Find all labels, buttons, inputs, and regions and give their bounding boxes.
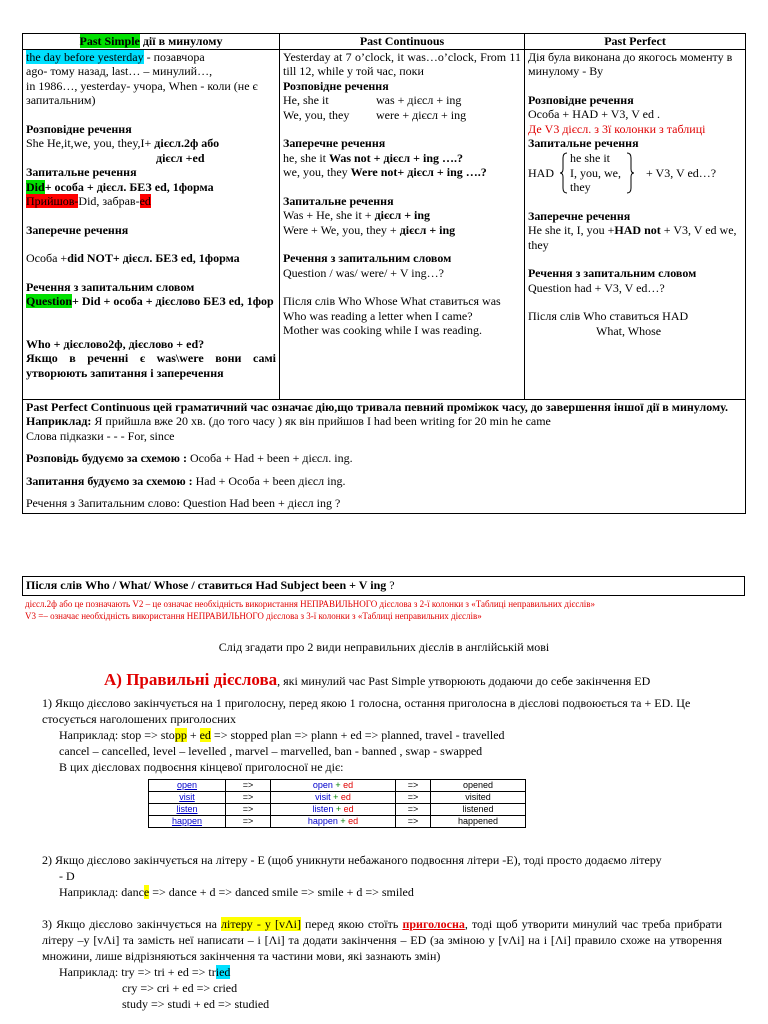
table-cell: visit + ed [271, 792, 396, 804]
table-cell: visited [431, 792, 526, 804]
table-cell: happened [431, 816, 526, 828]
who-what-whose-box: Після слів Who / What/ Whose / ставиться Had Subject been + V ing ? [22, 576, 745, 596]
past-perfect-continuous-row [23, 399, 746, 513]
table-cell: => [396, 816, 431, 828]
table-row [149, 804, 526, 816]
table-cell: visit [149, 792, 226, 804]
table-cell: opened [431, 780, 526, 792]
past-simple-cell: the day before yesterday - позавчора ago- тому назад, last… – минулий…, in 1986…, yesterday- учора, When - коли (не є запитальним) Розповідне речення She He,it,we, you, they,I+ дієсл.2ф або дієсл +ed Запитальне речення Did+ особа + дієсл. БЕЗ ed, 1форма Прийшов-Did, забрав-ed Заперечне речення Особа +did NOT+ дієсл. БЕЗ ed, 1форма Речення з запитальним словом Question+ Did + особа + дієслово БЕЗ ed, 1фор Who + дієслово2ф, дієслово + ed? Якщо в реченні є was\were вони самі утворюють запитання і заперечення [23, 49, 280, 399]
table-body-row [23, 49, 746, 399]
header-past-continuous: Past Continuous [280, 34, 525, 50]
table-row [149, 792, 526, 804]
past-perfect-cell: Дія була виконана до якогось моменту в минулому - Ву Розповідне речення Особа + HAD + V3, V ed . Де V3 дієсл. з 3ї колонки з таблиці Запитальне речення HAD he she it I, you, we, they + V3, V ed…? Заперечне речення He she it, I, you +HAD not + V3, V ed we, they Речення з запитальним словом Question had + V3, V ed…? Після слів Who ставиться HAD What, Whose [525, 49, 746, 399]
table-cell: open [149, 780, 226, 792]
rule-2: 2) Якщо дієслово закінчується на літеру - Е (щоб уникнути небажаного подвоєння літери -Е), тоді просто додаємо літеру - D Наприклад: dance => dance + d => danced smile => smile + d => smiled [42, 853, 662, 899]
table-cell: => [396, 804, 431, 816]
table-cell: => [396, 780, 431, 792]
tenses-table [22, 33, 746, 514]
past-continuous-cell: Yesterday at 7 o’clock, it was…o’clock, From 11 till 12, while у той час, поки Розповідне речення He, she it was + дієсл + ing We, you, they were + дієсл + ing Заперечне речення he, she it Was not + дієсл + ing ….? we, you, they Were not+ дієсл + ing ….? Запитальне речення Was + He, she it + дієсл + ing Were + We, you, they + дієсл + ing Речення з запитальним словом Question / was/ were/ + V ing…? Після слів Who Whose What ставиться was Who was reading a letter when I came? Mother was cooking while I was reading. [280, 49, 525, 399]
table-cell: open + ed [271, 780, 396, 792]
table-cell: listen [149, 804, 226, 816]
table-row [149, 816, 526, 828]
rule-1: 1) Якщо дієслово закінчується на 1 приголосну, перед якою 1 голосна, остання приголосна в дієслові подвоюється та + ED. Це стосується наголошених приголосних Наприклад: stop => stopp + ed => stopped plan => plann + ed => planned, travel - travelled cancel – cancelled, level – levelled , marvel – marvelled, ban - banned , swap - swapped В цих дієсловах подвоєння кінцевої приголосної не діє: [42, 696, 691, 774]
table-cell: => [226, 780, 271, 792]
table-cell: => [226, 792, 271, 804]
table-cell: listened [431, 804, 526, 816]
section-a-heading: А) Правильні дієслова, які минулий час Past Simple утворюють додаючи до себе закінчення ED [104, 670, 651, 689]
table-cell: => [226, 816, 271, 828]
table-cell: => [396, 792, 431, 804]
table-row [149, 780, 526, 792]
right-brace-icon [626, 152, 634, 194]
past-perfect-continuous-cell: Past Perfect Continuous цей граматичний час означає дію,що тривала певний проміжок часу, до завершення іншої дії в минулому. Наприклад: Я прийшла вже 20 хв. (до того часу ) як він прийшов I had been writing for 20 min he came Слова підказки - - - For, since Розповідь будуємо за схемою : Особа + Had + been + дієсл. ing. Запитання будуємо за схемою : Had + Особа + been дієсл ing. Речення з Запитальним слово: Question Had been + дієсл ing ? [23, 399, 746, 513]
table-header-row [23, 34, 746, 50]
table-cell: listen + ed [271, 804, 396, 816]
perfect-question-scheme: HAD he she it I, you, we, they + V3, V ed…? [528, 150, 717, 194]
no-doubling-table [148, 779, 526, 828]
notes: дієсл.2ф або це позначають V2 – це означає необхідність використання НЕПРАВИЛЬНОГО дієслова з 2-ї колонки з «Таблиці неправильних дієслів» V3 =– означає необхідність використання НЕПРАВИЛЬНОГО дієслова з 3-ї колонки з «Таблиці неправильних дієслів» [25, 599, 596, 621]
header-past-perfect: Past Perfect [525, 34, 746, 50]
irregular-verbs-note: Слід згадати про 2 види неправильних дієслів в англійській мові [218, 640, 550, 654]
header-past-simple: Past Simple дії в минулому [23, 34, 280, 50]
left-brace-icon [560, 152, 568, 194]
table-cell: happen [149, 816, 226, 828]
rule-3: 3) Якщо дієслово закінчується на літеру - y [vΛi] перед якою стоїть приголосна, тоді щоб утворити минулий час треба прибрати літеру –y [vΛi] та замість неї написати – i [Λi] та додати закінчення – ED (за зміною y [vΛi] на i [Λi] правило схоже на утворення множини, лише відрізняються закінчення та частини мови, які зазнають змін) Наприклад: try => tri + ed => tried cry => cri + ed => cried study => studi + ed => studied [42, 917, 722, 1011]
table-cell: => [226, 804, 271, 816]
table-cell: happen + ed [271, 816, 396, 828]
